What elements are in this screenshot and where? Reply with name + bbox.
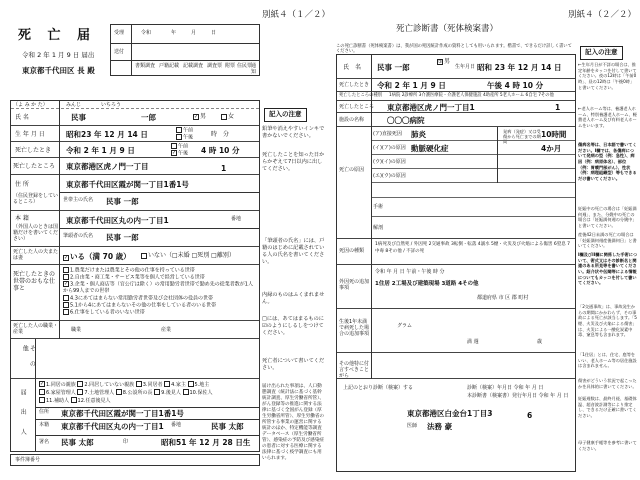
case-number-row bbox=[10, 454, 260, 466]
inf-option-2[interactable]: 2.同居していない親族 bbox=[77, 382, 134, 388]
inf-option-10[interactable]: 10.保佐人 bbox=[183, 390, 213, 396]
fetal-mother-age[interactable]: 歳 bbox=[537, 339, 543, 345]
kind-label: 死因の種類 bbox=[339, 248, 365, 254]
cert-birth-field[interactable]: 昭和 23 年 12 月 14 日 bbox=[477, 63, 562, 72]
rnote-2: ←老人ホーム等は、養護老人ホーム、特別養護老人ホーム、軽費老人ホーム及び有料老人ホームをいいます。 bbox=[578, 106, 637, 129]
cert-death-when-label: 死亡したとき bbox=[339, 82, 370, 88]
page-label-left: 別紙４（１／２） bbox=[262, 10, 331, 20]
cert-issue-date[interactable]: 本診断書（検案書）発行年月日 令和 年 月 日 bbox=[467, 393, 569, 399]
cause-a-field[interactable]: 肺炎 bbox=[411, 130, 426, 139]
addressee: 東京都千代田区 長 殿 bbox=[22, 66, 95, 75]
cert-intro: この死亡診断書（死体検案書）は、我が国の死因統計作成の資料としても用いられます。楷書で、できるだけ詳しく書いてください。 bbox=[336, 44, 572, 55]
cause-c-label: (ウ)(イ)の原因 bbox=[373, 159, 406, 165]
death-place-label: 死亡したところ bbox=[13, 163, 56, 170]
death-date-field[interactable]: 令和 2 年 1 月 9 日 bbox=[66, 146, 135, 155]
external-date[interactable]: 令和 年 月 日 午前・午後 時 分 bbox=[375, 269, 445, 275]
household-work-label: 死亡したときの世帯のおもな仕事と bbox=[13, 271, 56, 293]
cert-death-when-field[interactable]: 令和 2 年 1 月 9 日 bbox=[377, 81, 446, 90]
honseki-label: 本 籍 bbox=[15, 215, 29, 222]
inf-option-9[interactable]: 9.後見人 bbox=[154, 390, 181, 396]
inf-option-3[interactable]: 3.同居者 bbox=[136, 382, 163, 388]
cause-b-field[interactable]: 動脈硬化症 bbox=[411, 144, 449, 153]
honseki-note: （外国人のときは国籍だけを書いてください） bbox=[13, 224, 59, 242]
birth-date-field[interactable]: 昭和23 年 12 月 14 日 bbox=[66, 130, 148, 139]
householder-label: 世帯主の氏名 bbox=[63, 197, 94, 203]
rnote-7: 「2交通事故」は、事故発生からの期間にかかわらず、その事故による死亡が該当します。「5煙、火災及び火焔による傷害」は、火災による一酸化炭素中毒、窒息等も含まれます。 bbox=[578, 304, 637, 338]
note-statistics: 届け出られた事項は、人口動態調査（統計法に基づく基幹統計調査、厚生労働省所管）、がん登録等の推進に関する法律に基づく全国がん登録（厚生労働省所管）、厚生労働省の所管する事業の運営に関する統計のほか、特定機能等調査データベース（厚生労働省所管）、感染症の予防及び感染症の患者に対する医療に関する法律に基づく疫学調査にも用いられます。 bbox=[262, 384, 325, 461]
cert-name-label: 氏 名 bbox=[343, 64, 362, 71]
other-label: そ の 他 bbox=[21, 345, 36, 371]
death-place-number[interactable]: 1 bbox=[221, 164, 227, 173]
householder-field[interactable]: 民事 一郎 bbox=[106, 197, 139, 206]
inf-sign-label: 署名 bbox=[39, 439, 50, 445]
inf-seal: 印 bbox=[123, 439, 129, 445]
office-registry: 戸籍記載 bbox=[159, 63, 180, 69]
surname-field[interactable]: 民事 bbox=[71, 113, 86, 122]
inf-address-label: 住所 bbox=[39, 409, 50, 415]
rnote-3: 傷病名等は、日本語で書いてください。I欄では、各傷病について発病の型（例：急性）、病因（例：病原体名）、部位（例：胃噴門部がん）、性状（例：病理組織型）等もできるだけ書いてください。 bbox=[578, 142, 637, 182]
occ-option-1[interactable]: 1.農業だけまたは農業とその他の仕事を持っている世帯 bbox=[63, 267, 257, 274]
note-ink: 鉛筆や消えやすいインキで書かないでください。 bbox=[262, 126, 325, 140]
doctor-label: 医師 bbox=[407, 423, 418, 429]
death-time-field[interactable]: 4 時 10 分 bbox=[201, 146, 240, 155]
name-label: 氏 名 bbox=[15, 114, 29, 121]
rnote-9: 傷害がどういう状況で起こったかを具体的に書いてください。 bbox=[578, 378, 637, 389]
cert-facility-label: 施設の名称 bbox=[339, 117, 365, 123]
external-label: 外因死の追加事項 bbox=[339, 279, 370, 291]
cert-place-type-label: 死亡したところの種別 bbox=[339, 93, 382, 98]
informant-options bbox=[39, 381, 257, 405]
kind-options[interactable]: 1病死及び自然死 / 外因死 2交通事故 3転倒・転落 4溺水 5煙・火災及び火焔による傷害 6窒息 7中毒 8その他 / 不詳の死 bbox=[375, 242, 570, 254]
inf-option-4[interactable]: 4.家主 bbox=[164, 382, 186, 388]
cert-title: 死亡診断書（死体検案書） bbox=[396, 24, 499, 34]
right-notes bbox=[578, 46, 640, 476]
inf-birth-field[interactable]: 昭和51 年 12 月 28 日生 bbox=[161, 438, 251, 447]
spouse-yes[interactable]: ✓ いる（満 70 歳） bbox=[64, 252, 131, 261]
month-label: 月 bbox=[191, 30, 197, 36]
cert-sex[interactable]: ① 男 bbox=[438, 58, 451, 65]
cert-diagnosis-date[interactable]: 診断（検案）年月日 令和 年 月 日 bbox=[467, 385, 544, 391]
inf-head-field[interactable]: 民事 太郎 bbox=[211, 422, 244, 431]
main-table bbox=[10, 100, 260, 452]
inf-option-5[interactable]: 5.地主 bbox=[188, 382, 210, 388]
cert-place-number[interactable]: 1 bbox=[555, 103, 561, 112]
address-label: 住 所 bbox=[15, 181, 29, 188]
fetal-weight[interactable]: グラム bbox=[397, 323, 412, 329]
day-label: 日 bbox=[211, 30, 217, 36]
year-label: 年 bbox=[171, 30, 177, 36]
cert-facility-field[interactable]: 〇〇〇病院 bbox=[387, 116, 425, 125]
reiwa-label: 令和 bbox=[141, 30, 152, 36]
death-certificate-form bbox=[336, 20, 576, 478]
cert-place-type-options[interactable]: 1病院 2診療所 3介護医療院・介護老人保健施設 4助産所 5老人ホーム 6自宅 7その他 bbox=[389, 93, 554, 98]
inf-option-1[interactable]: ✓ 1.同居の親族 bbox=[40, 381, 76, 388]
inf-option-6[interactable]: 6.家屋管理人 bbox=[39, 390, 76, 396]
inf-option-8[interactable]: 8.公設所の長 bbox=[116, 390, 153, 396]
note-common-law: 内縁のものはふくまれません。 bbox=[262, 292, 325, 306]
office-survey: 調査票 bbox=[207, 63, 223, 69]
head-label: 筆頭者の氏名 bbox=[63, 233, 94, 239]
occ-option-2[interactable]: 2.自由業・商工業・サービス業等を個人で経営している世帯 bbox=[63, 274, 257, 281]
inf-option-12[interactable]: 12.任意後見人 bbox=[71, 398, 111, 404]
sex-female[interactable]: 女 bbox=[221, 113, 234, 120]
inf-option-11[interactable]: 11.補助人 bbox=[39, 398, 69, 404]
office-resident: 住民票 bbox=[237, 63, 253, 69]
cause-a-label: (ア)直接死因 bbox=[373, 131, 402, 137]
death-pm[interactable]: ✓ 午後 bbox=[172, 150, 189, 157]
occ-option-4[interactable]: 4.3にあてはまらない常用勤労者世帯及び会社団体の役員の世帯 bbox=[63, 295, 257, 302]
inf-honseki-label: 本籍 bbox=[39, 422, 50, 428]
external-where[interactable]: 都道府県 市 区 郡 町村 bbox=[477, 295, 529, 301]
rnote-4: 妊娠中の死亡の場合は「妊娠満何週」、また、分娩中の死亡の場合は「妊娠満何週の分娩中」と書いてください。 bbox=[578, 206, 637, 229]
cause-b-label: (イ)(ア)の原因 bbox=[373, 145, 406, 151]
birth-label: 生 年 月 日 bbox=[15, 131, 45, 138]
head-field[interactable]: 民事 一郎 bbox=[106, 233, 139, 242]
cert-birth-label: 生年月日 bbox=[455, 64, 476, 70]
office-use-box bbox=[110, 24, 260, 76]
form-title: 死 亡 届 bbox=[18, 28, 97, 43]
birth-pm[interactable]: 午後 bbox=[176, 134, 193, 141]
doctor-num[interactable]: 6 bbox=[527, 411, 533, 420]
furigana-value: みんじ いちろう bbox=[66, 102, 122, 108]
birth-am[interactable]: 午前 bbox=[176, 127, 193, 134]
rnote-5: 産後42日未満の死亡の場合は「妊娠満何週産後満何日」と書いてください。 bbox=[578, 232, 637, 249]
note-deadline: 死亡したことを知った日からかぞえて7日以内に出してください。 bbox=[262, 152, 325, 173]
inf-address-field[interactable]: 東京都千代田区霞が関一丁目1番1号 bbox=[61, 409, 184, 418]
informant-label: 届 出 人 bbox=[19, 389, 27, 441]
rnote-11: 母子健康手帳等を参考に書いてください。 bbox=[578, 440, 637, 451]
received-label: 受理 bbox=[114, 30, 125, 36]
inf-honseki-field[interactable]: 東京都千代田区丸の内一丁目1 bbox=[61, 422, 164, 431]
occ-option-6[interactable]: 6.仕事をしている者のいない世帯 bbox=[63, 309, 257, 316]
address-field[interactable]: 東京都千代田区霞が関一丁目1番1号 bbox=[66, 180, 189, 189]
death-notification-form bbox=[0, 20, 262, 480]
sex-male[interactable]: ✓ 男 bbox=[194, 113, 207, 120]
rnote-8: 「1住居」とは、住宅、庭等をいい、老人ホーム等の居住施設は含まれません。 bbox=[578, 352, 637, 369]
surgery-label: 手術 bbox=[373, 204, 384, 210]
cert-place-field[interactable]: 東京都港区虎ノ門一丁目1 bbox=[387, 103, 475, 112]
hospital-address-field[interactable]: 東京都港区白金台1丁目3 bbox=[407, 409, 493, 418]
office-notice: 通知 bbox=[251, 63, 257, 75]
note-head-name: 「筆頭者の氏名」には、戸籍のはじめに記載されている人の氏名を書いてください。 bbox=[262, 238, 325, 266]
note-checkbox: □には、あてはまるものに☑のようにしるしをつけてください。 bbox=[262, 316, 324, 337]
fetal-label: 生後1年未満で病死した場合の追加事項 bbox=[339, 319, 370, 337]
inf-option-7[interactable]: 7.土地管理人 bbox=[77, 390, 114, 396]
job-industry-label: 産業 bbox=[161, 327, 172, 333]
occ-option-3[interactable]: ✓ 3.企業・個人商店等（官公庁は除く）の常用勤労者世帯で勤め先の従業者数が1人から99人までの世帯 bbox=[63, 281, 253, 294]
honseki-banchi: 番地 bbox=[231, 216, 242, 222]
death-label: 死亡したとき bbox=[15, 147, 52, 154]
death-place-field[interactable]: 東京都港区虎ノ門一丁目 bbox=[66, 162, 149, 171]
cert-table bbox=[336, 54, 576, 472]
filing-date: 令和 2 年 1 月 9 日 届出 bbox=[22, 51, 95, 59]
autopsy-label: 解剖 bbox=[373, 225, 384, 231]
rnote-6: I欄及びII欄に関係した手術について、術式又はその診断名と関連のある所見等を書いてください。紹介状や伝聞等による情報についてもカッコを付して書いてください。 bbox=[578, 252, 638, 286]
inf-sign-field[interactable]: 民事 太郎 bbox=[61, 438, 94, 447]
job-occupation-label: 職業 bbox=[71, 327, 82, 333]
resident-note: （住民登録をしているところ） bbox=[13, 193, 59, 205]
cert-statement: 上記のとおり診断（検案）する bbox=[343, 385, 414, 391]
case-number-label: 事件簿番号 bbox=[15, 457, 41, 463]
cert-death-time-field[interactable]: 午後 4 時 10 分 bbox=[487, 81, 544, 90]
cause-d-label: (エ)(ウ)の原因 bbox=[373, 173, 406, 179]
page-label-right: 別紙４（２／２） bbox=[568, 10, 637, 20]
spouse-no[interactable]: いない（□未婚 □死別 □離別） bbox=[141, 252, 235, 259]
birth-time[interactable]: 時 分 bbox=[211, 131, 230, 138]
job-label: 死亡した人の職業・産業 bbox=[13, 323, 59, 335]
death-am[interactable]: 午前 bbox=[171, 143, 188, 150]
occ-option-5[interactable]: 5.1から4にあてはまらないその他の仕事をしている者のいる世帯 bbox=[63, 302, 257, 309]
doctor-field[interactable]: 法務 豪 bbox=[427, 422, 453, 431]
cause-b-onset[interactable]: 4か月 bbox=[541, 144, 562, 153]
middle-notes-header: 記入の注意 bbox=[264, 108, 307, 122]
spouse-label: 死亡した人の夫または妻 bbox=[13, 249, 59, 261]
office-record-check: 記載調査 bbox=[183, 63, 204, 69]
cert-other-label: その他特に付言すべきことがら bbox=[339, 361, 370, 379]
middle-notes bbox=[262, 108, 328, 468]
given-name-field[interactable]: 一郎 bbox=[141, 113, 156, 122]
honseki-field[interactable]: 東京都千代田区丸の内一丁目1 bbox=[66, 216, 169, 225]
office-attachment: 附票 bbox=[225, 63, 236, 69]
cause-a-onset[interactable]: 10時間 bbox=[541, 130, 567, 139]
onset-label: 発病（発症）又は受傷から死亡までの期間 bbox=[503, 129, 541, 145]
office-doc-check: 書類調査 bbox=[135, 63, 156, 69]
inf-banchi: 番地 bbox=[171, 422, 182, 428]
cert-name-field[interactable]: 民事 一郎 bbox=[377, 63, 410, 72]
external-place-options[interactable]: 1住居 2工場及び建築現場 3道路 4その他 bbox=[375, 281, 479, 287]
cert-place-label: 死亡したところ bbox=[339, 104, 375, 110]
cause-label: 死亡の原因 bbox=[339, 167, 365, 173]
note-deceased: 死亡者について書いてください。 bbox=[262, 358, 325, 372]
furigana-label: （よ み か た） bbox=[13, 102, 48, 108]
fetal-weeks[interactable]: 満 週 bbox=[467, 339, 479, 345]
household-work-options bbox=[63, 267, 257, 316]
right-notes-header: 記入の注意 bbox=[580, 46, 623, 60]
rnote-1: ←生年月日が不詳の場合は、推定年齢をカッコを付して書いてください。夜の12時は「午前0時」、昼の12時は「午後0時」と書いてください。 bbox=[578, 62, 637, 90]
sent-label: 送付 bbox=[114, 49, 125, 55]
rnote-10: 妊娠週数は、最終月経、基礎体温、超音波計測等により推定し、できるだけ正確に書いてください。 bbox=[578, 396, 637, 419]
